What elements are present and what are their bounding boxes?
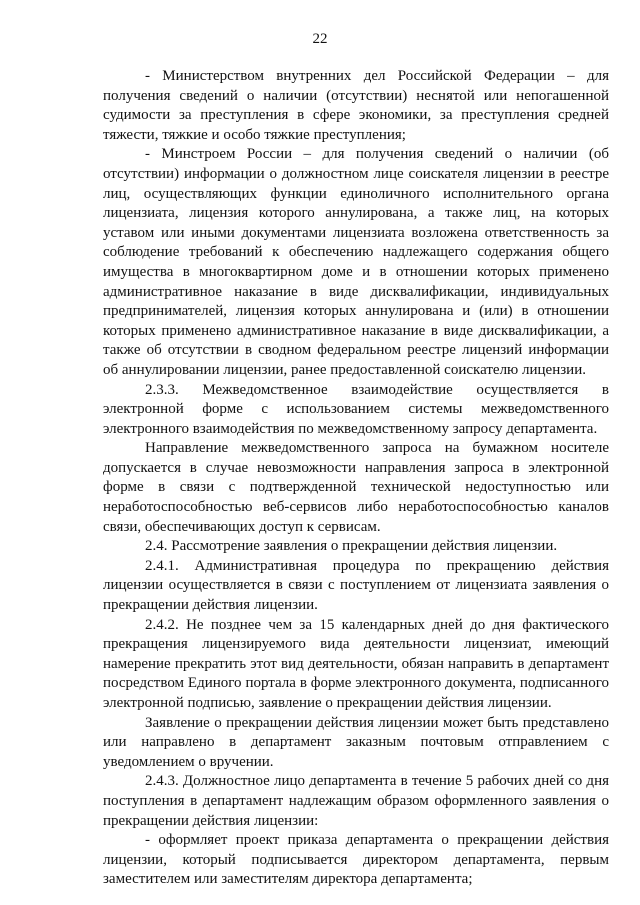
paragraph: 2.4.2. Не позднее чем за 15 календарных дней до дня фактического прекращения лицензируемого вида деятельности лицензиат, имеющий намерение прекратить этот вид деятельности, обязан направить в департамент посредством Единого портала в форме электронного документа, подписанного электронной подписью, заявление о прекращении действия лицензии. [103, 616, 609, 711]
paragraph: Направление межведомственного запроса на бумажном носителе допускается в случае невозможности направления запроса в электронной форме в связи с подтвержденной технической недоступностью или неработоспособностью веб-сервисов либо неработоспособностью каналов связи, обеспечивающих доступ к сервисам. [103, 440, 609, 535]
paragraph: 2.4.1. Административная процедура по прекращению действия лицензии осуществляется в связи с поступлением от лицензиата заявления о прекращении действия лицензии. [103, 557, 609, 614]
paragraph: - оформляет проект приказа департамента о прекращении действия лицензии, который подписывается директором департамента, первым заместителем или заместителям директора департамента; [103, 832, 609, 888]
document-body [103, 67, 609, 890]
page-number: 22 [312, 31, 328, 47]
paragraph: 2.3.3. Межведомственное взаимодействие осуществляется в электронной форме с использованием системы межведомственного электронного взаимодействия по межведомственному запросу департамента. [103, 381, 609, 437]
paragraph: - Минстроем России – для получения сведений о наличии (об отсутствии) информации о должностном лице соискателя лицензии в реестре лиц, осуществляющих функции единоличного исполнительного органа лицензиата, лицензия которого аннулирована, а также лиц, на которых уставом или иными документами лицензиата возложена ответственность за соблюдение требований к обеспечению надлежащего содержания общего имущества в многоквартирном доме и в отношении которых применено административное наказание в виде дисквалификации, индивидуальных предпринимателей, лицензия которых аннулирована и (или) в отношении которых применено административное наказание в виде дисквалификации, а также об отсутствии в сводном федеральном реестре лицензий информации об аннулировании лицензии, ранее предоставленной соискателю лицензии. [103, 146, 609, 378]
paragraph: 2.4. Рассмотрение заявления о прекращении действия лицензии. [145, 538, 558, 555]
paragraph: - Министерством внутренних дел Российской Федерации – для получения сведений о наличии (отсутствии) неснятой или непогашенной судимости за преступления в сфере экономики, за преступления средней тяжести, тяжкие и особо тяжкие преступления; [103, 68, 609, 143]
paragraph: Заявление о прекращении действия лицензии может быть представлено или направлено в департамент заказным почтовым отправлением с уведомлением о вручении. [103, 714, 609, 770]
paragraph: 2.4.3. Должностное лицо департамента в течение 5 рабочих дней со дня поступления в департамент надлежащим образом оформленного заявления о прекращении действия лицензии: [103, 773, 609, 829]
